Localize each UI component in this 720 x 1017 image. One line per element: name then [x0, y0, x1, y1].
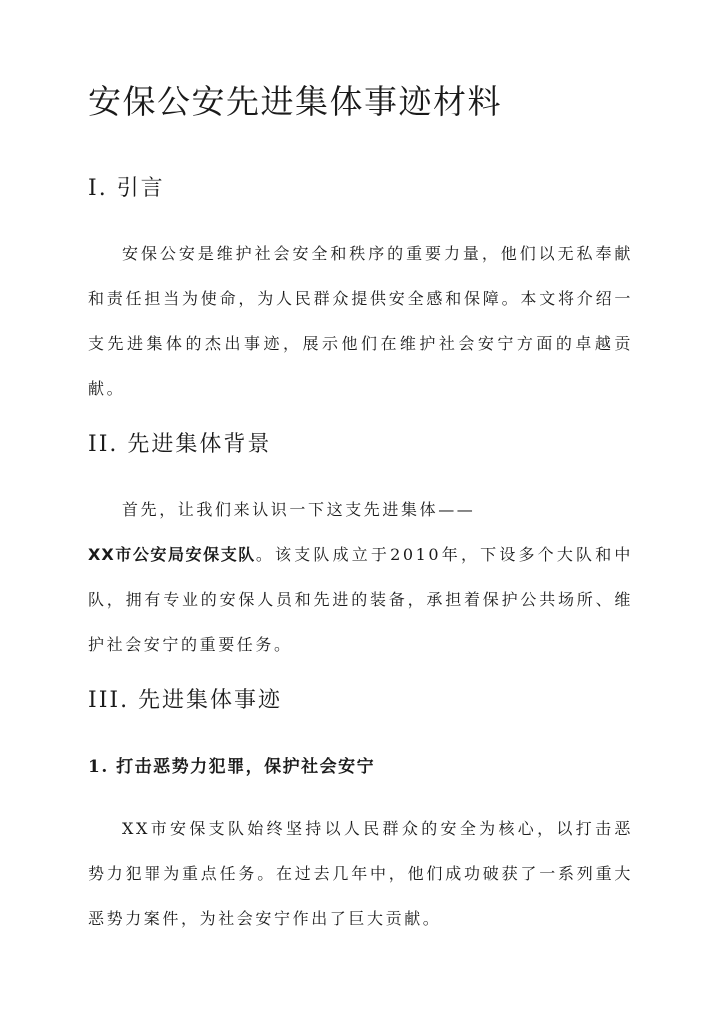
- section-heading-achievements: III. 先进集体事迹: [88, 688, 283, 713]
- paragraph-background-text: 。该支队成立于2010年，下设多个大队和中队，拥有专业的安保人员和先进的装备，承担着保护公共场所、维护社会安宁的重要任务。: [88, 545, 633, 654]
- paragraph-background-intro: 首先，让我们来认识一下这支先进集体——: [122, 500, 476, 519]
- section-heading-introduction: I. 引言: [88, 176, 165, 201]
- subsection-heading-crime-fighting: 1. 打击恶势力犯罪，保护社会安宁: [88, 757, 376, 777]
- unit-name: XX市公安局安保支队: [88, 545, 256, 564]
- document-title: 安保公安先进集体事迹材料: [88, 82, 502, 121]
- paragraph-crime-fighting: XX市安保支队始终坚持以人民群众的安全为核心，以打击恶势力犯罪为重点任务。在过去几年中，他们成功破获了一系列重大恶势力案件，为社会安宁作出了巨大贡献。: [88, 819, 633, 928]
- paragraph-background: [88, 532, 633, 667]
- paragraph-introduction: 安保公安是维护社会安全和秩序的重要力量，他们以无私奉献和责任担当为使命，为人民群众提供安全感和保障。本文将介绍一支先进集体的杰出事迹，展示他们在维护社会安宁方面的卓越贡献。: [88, 244, 633, 398]
- section-heading-background: II. 先进集体背景: [88, 432, 272, 457]
